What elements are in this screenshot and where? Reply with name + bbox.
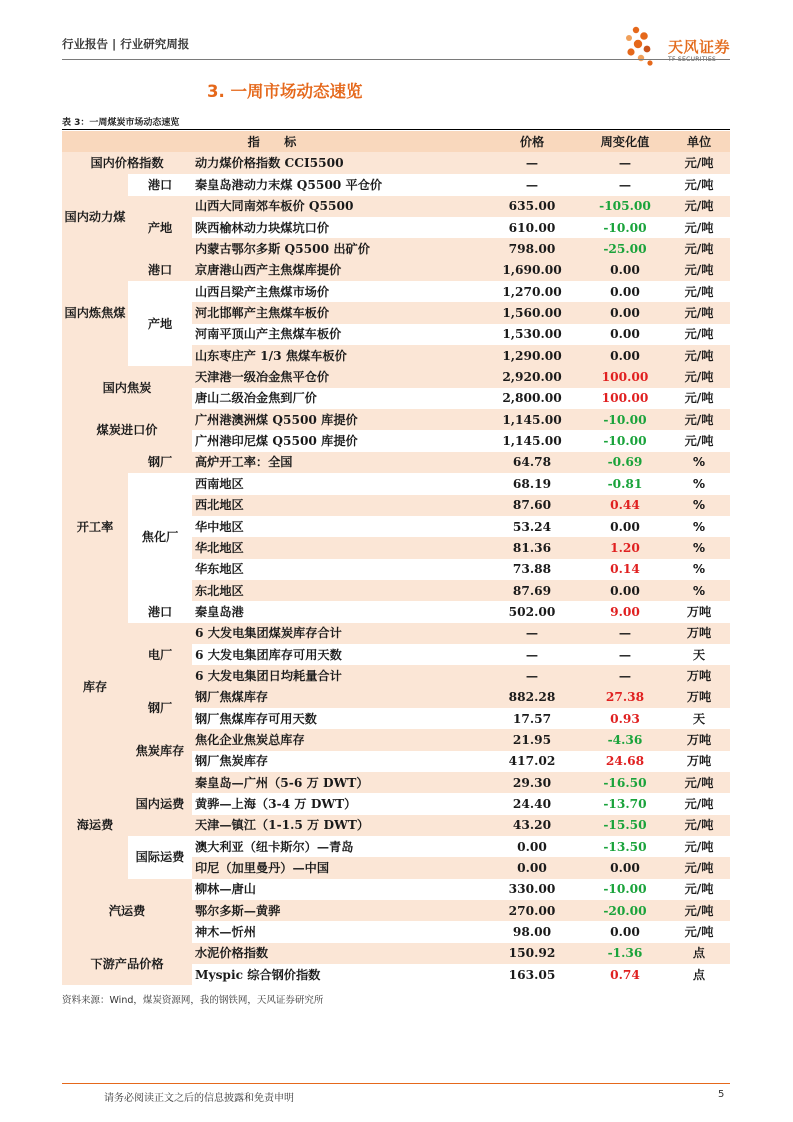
price-cell: 270.00 bbox=[482, 900, 582, 921]
category-c6: 库存 bbox=[62, 601, 128, 772]
price-cell: 1,145.00 bbox=[502, 434, 562, 449]
category-c0: 国内价格指数 bbox=[62, 152, 192, 174]
indicator-cell: 河南平顶山产主焦煤车板价 bbox=[195, 327, 342, 342]
change-cell: 0.00 bbox=[610, 327, 640, 342]
unit-cell: 元/吨 bbox=[668, 815, 730, 836]
price-cell: 24.40 bbox=[512, 796, 552, 811]
indicator-cell: 6 大发电集团日均耗量合计 bbox=[192, 665, 482, 686]
change-cell: -20.00 bbox=[582, 900, 668, 921]
unit-cell: 元/吨 bbox=[684, 220, 714, 235]
price-cell: 53.24 bbox=[512, 519, 552, 534]
unit-cell: 元/吨 bbox=[668, 345, 730, 366]
subcategory-s_cokestock: 焦炭库存 bbox=[128, 729, 192, 772]
change-cell: — bbox=[618, 647, 632, 662]
price-cell: 330.00 bbox=[508, 882, 556, 897]
category-c2: 国内炼焦煤 bbox=[62, 260, 128, 367]
indicator-cell: 西南地区 bbox=[195, 476, 244, 491]
price-cell: 87.69 bbox=[482, 580, 582, 601]
change-cell: -0.81 bbox=[607, 476, 643, 491]
unit-cell: 元/吨 bbox=[668, 772, 730, 793]
unit-cell: 点 bbox=[692, 967, 706, 982]
price-cell: 1,270.00 bbox=[502, 284, 562, 299]
unit-cell: 万吨 bbox=[668, 687, 730, 708]
unit-cell: 点 bbox=[668, 943, 730, 964]
unit-cell: 元/吨 bbox=[684, 434, 714, 449]
indicator-cell: 秦皇岛港动力末煤 Q5500 平仓价 bbox=[195, 178, 383, 193]
price-cell: 1,290.00 bbox=[482, 345, 582, 366]
unit-cell: 元/吨 bbox=[684, 391, 714, 406]
table-row bbox=[62, 260, 730, 281]
unit-cell: 万吨 bbox=[686, 754, 712, 769]
unit-cell: 元/吨 bbox=[668, 260, 730, 281]
indicator-cell: 焦化企业焦炭总库存 bbox=[192, 729, 482, 750]
indicator-cell: 广州港澳洲煤 Q5500 库提价 bbox=[192, 409, 482, 430]
subcategory-s_coking1: 焦化厂 bbox=[128, 473, 192, 601]
unit-cell: 元/吨 bbox=[684, 327, 714, 342]
price-cell: 882.28 bbox=[482, 687, 582, 708]
source-note: 资料来源：Wind，煤炭资源网，我的钢铁网，天风证券研究所 bbox=[62, 995, 324, 1006]
unit-cell: % bbox=[668, 537, 730, 558]
unit-cell: 元/吨 bbox=[684, 284, 714, 299]
col-header-unit: 单位 bbox=[668, 131, 730, 152]
change-cell: 100.00 bbox=[601, 391, 649, 406]
unit-cell: 元/吨 bbox=[668, 302, 730, 323]
indicator-cell: 澳大利亚（纽卡斯尔）—青岛 bbox=[195, 839, 354, 854]
subcategory-s_steel1: 钢厂 bbox=[128, 452, 192, 473]
change-cell: 0.74 bbox=[610, 967, 640, 982]
table-top-rule bbox=[62, 129, 730, 130]
price-cell: 17.57 bbox=[512, 711, 552, 726]
category-c7: 海运费 bbox=[62, 772, 128, 879]
change-cell: 0.00 bbox=[582, 302, 668, 323]
change-cell: — bbox=[582, 623, 668, 644]
table-row bbox=[62, 409, 730, 430]
indicator-cell: 动力煤价格指数 CCI5500 bbox=[192, 152, 482, 174]
section-title: 3. 一周市场动态速览 bbox=[207, 82, 363, 101]
table-row bbox=[62, 366, 730, 387]
price-cell: 29.30 bbox=[482, 772, 582, 793]
change-cell: 100.00 bbox=[582, 366, 668, 387]
unit-cell: % bbox=[692, 519, 706, 534]
table-row bbox=[62, 623, 730, 644]
indicator-cell: 印尼（加里曼丹）—中国 bbox=[192, 857, 482, 878]
subcategory-s_port2: 港口 bbox=[128, 260, 192, 281]
indicator-cell: 鄂尔多斯—黄骅 bbox=[192, 900, 482, 921]
change-cell: -0.69 bbox=[582, 452, 668, 473]
price-cell: 68.19 bbox=[512, 476, 552, 491]
price-cell: 163.05 bbox=[508, 967, 556, 982]
price-cell: 21.95 bbox=[482, 729, 582, 750]
coal-market-table bbox=[62, 131, 730, 985]
indicator-cell: 天津港一级冶金焦平仓价 bbox=[192, 366, 482, 387]
indicator-cell: 水泥价格指数 bbox=[192, 943, 482, 964]
table-row bbox=[62, 601, 730, 622]
unit-cell: 元/吨 bbox=[668, 238, 730, 259]
price-cell: 1,145.00 bbox=[482, 409, 582, 430]
header-divider bbox=[62, 59, 730, 60]
change-cell: -13.70 bbox=[603, 796, 647, 811]
unit-cell: % bbox=[692, 476, 706, 491]
price-cell: 2,800.00 bbox=[502, 391, 562, 406]
change-cell: 1.20 bbox=[582, 537, 668, 558]
subcategory-s_intl: 国际运费 bbox=[128, 836, 192, 879]
change-cell: 0.00 bbox=[582, 857, 668, 878]
unit-cell: 元/吨 bbox=[684, 839, 714, 854]
unit-cell: 元/吨 bbox=[668, 409, 730, 430]
table-row bbox=[62, 943, 730, 964]
change-cell: — bbox=[582, 665, 668, 686]
price-cell: 73.88 bbox=[512, 562, 552, 577]
price-cell: 64.78 bbox=[482, 452, 582, 473]
price-cell: 0.00 bbox=[482, 857, 582, 878]
unit-cell: % bbox=[692, 562, 706, 577]
change-cell: — bbox=[582, 152, 668, 174]
price-cell: 502.00 bbox=[508, 604, 556, 619]
price-cell: 43.20 bbox=[482, 815, 582, 836]
change-cell: -105.00 bbox=[582, 196, 668, 217]
indicator-cell: 高炉开工率：全国 bbox=[192, 452, 482, 473]
table-row bbox=[62, 473, 730, 494]
indicator-cell: 河北邯郸产主焦煤车板价 bbox=[192, 302, 482, 323]
price-cell: 98.00 bbox=[512, 925, 552, 940]
change-cell: -25.00 bbox=[582, 238, 668, 259]
indicator-cell: 华东地区 bbox=[195, 562, 244, 577]
price-cell: — bbox=[525, 178, 539, 193]
change-cell: 0.93 bbox=[610, 711, 640, 726]
page-number: 5 bbox=[718, 1089, 725, 1100]
indicator-cell: 山西吕梁产主焦煤市场价 bbox=[195, 284, 330, 299]
change-cell: -15.50 bbox=[582, 815, 668, 836]
indicator-cell: 钢厂焦煤库存 bbox=[192, 687, 482, 708]
price-cell: 150.92 bbox=[482, 943, 582, 964]
change-cell: 0.00 bbox=[610, 284, 640, 299]
unit-cell: 元/吨 bbox=[668, 900, 730, 921]
table-header-row bbox=[62, 131, 730, 152]
table-row bbox=[62, 152, 730, 174]
indicator-cell: 秦皇岛港 bbox=[195, 604, 244, 619]
change-cell: -4.36 bbox=[582, 729, 668, 750]
subcategory-s_steel2: 钢厂 bbox=[128, 687, 192, 730]
price-cell: 2,920.00 bbox=[482, 366, 582, 387]
subcategory-s_origin1: 产地 bbox=[128, 196, 192, 260]
indicator-cell: 6 大发电集团库存可用天数 bbox=[195, 647, 342, 662]
table-row bbox=[62, 196, 730, 217]
indicator-cell: 华中地区 bbox=[195, 519, 244, 534]
unit-cell: 元/吨 bbox=[684, 925, 714, 940]
change-cell: -10.00 bbox=[582, 409, 668, 430]
indicator-cell: 黄骅—上海（3-4 万 DWT） bbox=[195, 796, 357, 811]
subcategory-s_domestic: 国内运费 bbox=[128, 772, 192, 836]
category-c4: 煤炭进口价 bbox=[62, 409, 192, 452]
unit-cell: 元/吨 bbox=[684, 178, 714, 193]
table-row bbox=[62, 772, 730, 793]
indicator-cell: 柳林—唐山 bbox=[195, 882, 256, 897]
subcategory-s_port1: 港口 bbox=[128, 174, 192, 195]
footer-disclaimer: 请务必阅读正文之后的信息披露和免责申明 bbox=[104, 1093, 294, 1104]
indicator-cell: 唐山二级冶金焦到厂价 bbox=[195, 391, 317, 406]
price-cell: 1,690.00 bbox=[482, 260, 582, 281]
unit-cell: 万吨 bbox=[668, 729, 730, 750]
change-cell: 27.38 bbox=[582, 687, 668, 708]
indicator-cell: 山东枣庄产 1/3 焦煤车板价 bbox=[192, 345, 482, 366]
indicator-cell: 天津—镇江（1-1.5 万 DWT） bbox=[192, 815, 482, 836]
price-cell: 0.00 bbox=[517, 839, 547, 854]
change-cell: 0.00 bbox=[582, 580, 668, 601]
price-cell: — bbox=[482, 665, 582, 686]
unit-cell: 元/吨 bbox=[668, 366, 730, 387]
change-cell: -10.00 bbox=[603, 220, 647, 235]
price-cell: — bbox=[482, 623, 582, 644]
change-cell: 0.00 bbox=[582, 260, 668, 281]
unit-cell: 万吨 bbox=[686, 604, 712, 619]
unit-cell: 元/吨 bbox=[684, 882, 714, 897]
indicator-cell: 陕西榆林动力块煤坑口价 bbox=[195, 220, 330, 235]
category-c8: 汽运费 bbox=[62, 879, 192, 943]
price-cell: 1,530.00 bbox=[502, 327, 562, 342]
table-row bbox=[62, 281, 730, 302]
indicator-cell: 东北地区 bbox=[192, 580, 482, 601]
category-c5: 开工率 bbox=[62, 452, 128, 601]
price-cell: 81.36 bbox=[482, 537, 582, 558]
table-row bbox=[62, 836, 730, 857]
indicator-cell: 京唐港山西产主焦煤库提价 bbox=[192, 260, 482, 281]
table-row bbox=[62, 729, 730, 750]
unit-cell: 天 bbox=[692, 711, 706, 726]
price-cell: 417.02 bbox=[508, 754, 556, 769]
change-cell: -10.00 bbox=[603, 882, 647, 897]
change-cell: -10.00 bbox=[603, 434, 647, 449]
price-cell: 87.60 bbox=[482, 495, 582, 516]
logo-name-cn: 天风证券 bbox=[668, 38, 731, 56]
footer-divider bbox=[62, 1083, 730, 1084]
indicator-cell: Myspic 综合钢价指数 bbox=[195, 967, 321, 982]
change-cell: -1.36 bbox=[582, 943, 668, 964]
change-cell: -16.50 bbox=[582, 772, 668, 793]
category-c3: 国内焦炭 bbox=[62, 366, 192, 409]
unit-cell: 万吨 bbox=[668, 623, 730, 644]
subcategory-s_port3: 港口 bbox=[128, 601, 192, 622]
price-cell: 635.00 bbox=[482, 196, 582, 217]
unit-cell: % bbox=[668, 580, 730, 601]
col-header-change: 周变化值 bbox=[582, 131, 668, 152]
table-caption: 表 3：一周煤炭市场动态速览 bbox=[62, 118, 180, 128]
indicator-cell: 广州港印尼煤 Q5500 库提价 bbox=[195, 434, 358, 449]
unit-cell: 天 bbox=[692, 647, 706, 662]
change-cell: 0.00 bbox=[610, 519, 640, 534]
subcategory-s_origin2: 产地 bbox=[128, 281, 192, 366]
indicator-cell: 6 大发电集团煤炭库存合计 bbox=[192, 623, 482, 644]
change-cell: — bbox=[618, 178, 632, 193]
unit-cell: % bbox=[668, 452, 730, 473]
price-cell: — bbox=[525, 647, 539, 662]
indicator-cell: 神木—忻州 bbox=[195, 925, 256, 940]
indicator-cell: 山西大同南郊车板价 Q5500 bbox=[192, 196, 482, 217]
change-cell: 24.68 bbox=[605, 754, 645, 769]
unit-cell: 元/吨 bbox=[684, 796, 714, 811]
indicator-cell: 内蒙古鄂尔多斯 Q5500 出矿价 bbox=[192, 238, 482, 259]
table-row bbox=[62, 452, 730, 473]
col-header-price: 价格 bbox=[482, 131, 582, 152]
unit-cell: 元/吨 bbox=[668, 152, 730, 174]
indicator-cell: 西北地区 bbox=[192, 495, 482, 516]
table-row bbox=[62, 174, 730, 195]
unit-cell: 万吨 bbox=[668, 665, 730, 686]
indicator-cell: 华北地区 bbox=[192, 537, 482, 558]
change-cell: 0.44 bbox=[582, 495, 668, 516]
table-row bbox=[62, 687, 730, 708]
col-header-indicator: 指 标 bbox=[62, 131, 482, 152]
change-cell: -13.50 bbox=[603, 839, 647, 854]
change-cell: 0.00 bbox=[610, 925, 640, 940]
header-breadcrumb: 行业报告 | 行业研究周报 bbox=[62, 37, 190, 51]
unit-cell: 元/吨 bbox=[668, 857, 730, 878]
subcategory-s_power: 电厂 bbox=[128, 623, 192, 687]
unit-cell: % bbox=[668, 495, 730, 516]
unit-cell: 元/吨 bbox=[668, 196, 730, 217]
change-cell: 0.00 bbox=[582, 345, 668, 366]
change-cell: 9.00 bbox=[610, 604, 640, 619]
price-cell: — bbox=[482, 152, 582, 174]
indicator-cell: 秦皇岛—广州（5-6 万 DWT） bbox=[192, 772, 482, 793]
price-cell: 610.00 bbox=[508, 220, 556, 235]
table-row bbox=[62, 879, 730, 900]
category-c9: 下游产品价格 bbox=[62, 943, 192, 986]
category-c1: 国内动力煤 bbox=[62, 174, 128, 259]
price-cell: 798.00 bbox=[482, 238, 582, 259]
price-cell: 1,560.00 bbox=[482, 302, 582, 323]
indicator-cell: 钢厂焦炭库存 bbox=[195, 754, 269, 769]
change-cell: 0.14 bbox=[610, 562, 640, 577]
indicator-cell: 钢厂焦煤库存可用天数 bbox=[195, 711, 317, 726]
